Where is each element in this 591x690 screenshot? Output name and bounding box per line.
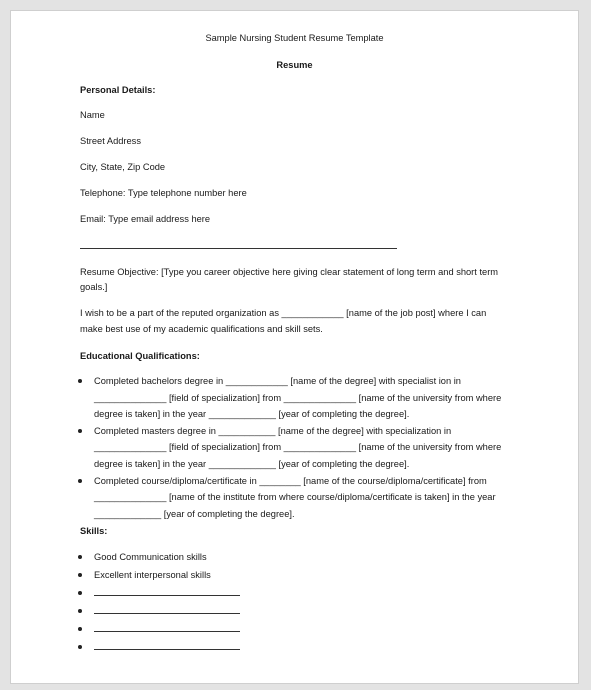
bullet-icon [78, 379, 82, 383]
bullet-icon [78, 573, 82, 577]
bullet-icon [78, 591, 82, 595]
personal-city: City, State, Zip Code [80, 162, 166, 172]
skill-blank-line [94, 613, 240, 614]
bullet-icon [78, 609, 82, 613]
separator-line [80, 248, 397, 249]
objective-para-line-2: make best use of my academic qualifications and skill sets. [80, 324, 323, 334]
document-subtitle: Resume [276, 60, 313, 70]
education-line: _____________ [year of completing the degree]. [94, 509, 295, 519]
bullet-icon [78, 479, 82, 483]
education-line: Completed bachelors degree in ____________ [name of the degree] with specialist ion in [94, 376, 461, 386]
bullet-icon [78, 627, 82, 631]
personal-street: Street Address [80, 136, 141, 146]
education-line: ______________ [field of specialization] from ______________ [name of the university from where [94, 442, 502, 452]
education-line: ______________ [name of the institute from where course/diploma/certificate is taken] in the year [94, 492, 496, 502]
education-line: degree is taken] in the year _____________ [year of completing the degree]. [94, 459, 410, 469]
skill-blank-line [94, 595, 240, 596]
skill-label: Good Communication skills [94, 552, 207, 562]
personal-telephone: Telephone: Type telephone number here [80, 188, 247, 198]
document-page [10, 10, 579, 684]
skill-blank-line [94, 649, 240, 650]
objective-line-1: Resume Objective: [Type you career objective here giving clear statement of long term and short term [80, 267, 499, 277]
skills-heading: Skills: [80, 526, 108, 536]
education-line: Completed course/diploma/certificate in ________ [name of the course/diploma/certificate] from [94, 476, 487, 486]
bullet-icon [78, 645, 82, 649]
bullet-icon [78, 555, 82, 559]
skill-blank-line [94, 631, 240, 632]
education-line: Completed masters degree in ___________ [name of the degree] with specialization in [94, 426, 452, 436]
personal-email: Email: Type email address here [80, 214, 211, 224]
education-line: degree is taken] in the year _____________ [year of completing the degree]. [94, 409, 410, 419]
education-line: ______________ [field of specialization] from ______________ [name of the university from where [94, 393, 502, 403]
education-heading: Educational Qualifications: [80, 351, 200, 361]
personal-name: Name [80, 110, 105, 120]
objective-para-line-1: I wish to be a part of the reputed organization as ____________ [name of the job post] where I can [80, 308, 487, 318]
skill-label: Excellent interpersonal skills [94, 570, 211, 580]
bullet-icon [78, 429, 82, 433]
personal-details-heading: Personal Details: [80, 85, 156, 95]
objective-line-2: goals.] [80, 282, 108, 292]
document-title: Sample Nursing Student Resume Template [205, 33, 384, 43]
